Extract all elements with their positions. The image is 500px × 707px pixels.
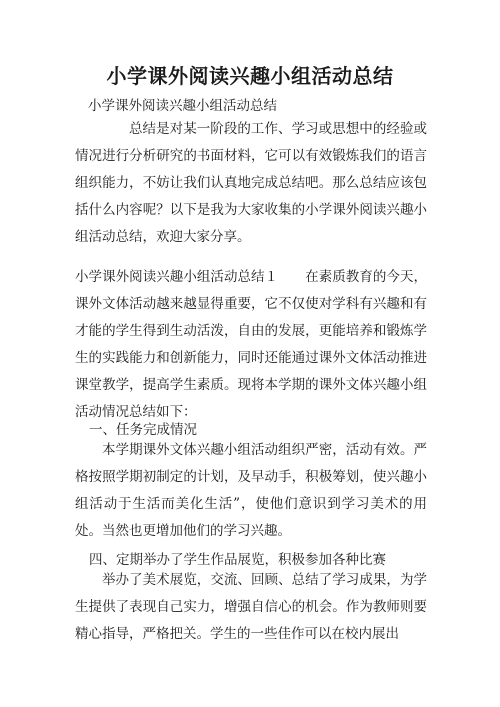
section-heading-task-completion: 一、任务完成情况 xyxy=(89,422,197,438)
task-paragraph: 本学期课外文体兴趣小组活动组织严密，活动有效。严格按照学期初制定的计划，及早动手，积极筹划，使兴趣小组活动于生活而美化生活”，使他们意识到学习美术的用处。当然也更增加他们的学习兴趣。 xyxy=(75,442,427,539)
exhibition-paragraph: 举办了美术展览，交流、回顾、总结了学习成果，为学生提供了表现自己实力，增强自信心的机会。作为教师则要精心指导，严格把关。学生的一些佳作可以在校内展出 xyxy=(75,572,427,642)
document-title: 小学课外阅读兴趣小组活动总结 xyxy=(106,64,394,88)
section-heading-exhibition: 四、定期举办了学生作品展览，积极参加各种比赛 xyxy=(89,552,386,568)
section1-paragraph: 小学课外阅读兴趣小组活动总结１ 在素质教育的今天，课外文体活动越来越显得重要，它不仅使对学科有兴趣和有才能的学生得到生动活泼，自由的发展，更能培养和锻炼学生的实践能力和创新能力，同时还能通过课外文体活动推进课堂教学，提高学生素质。现将本学期的课外文体兴趣小组活动情况总结如下： xyxy=(75,269,427,420)
intro-paragraph: 总结是对某一阶段的工作、学习或思想中的经验或情况进行分析研究的书面材料，它可以有效锻炼我们的语言组织能力，不妨让我们认真地完成总结吧。那么总结应该包括什么内容呢？以下是我为大家收集的小学课外阅读兴趣小组活动总结，欢迎大家分享。 xyxy=(75,121,427,245)
document-subtitle: 小学课外阅读兴趣小组活动总结 xyxy=(88,98,277,114)
